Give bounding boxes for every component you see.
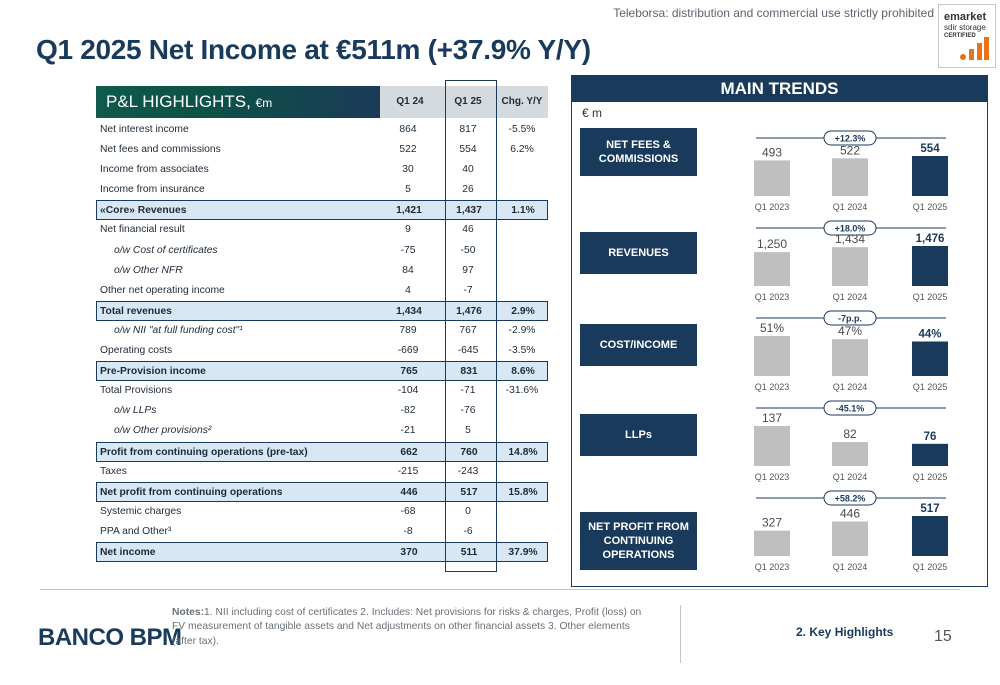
table-row [96,321,548,341]
footnotes [172,606,642,649]
table-row [96,160,548,180]
row-label: Systemic charges [100,505,182,517]
main-trends-unit: € m [582,106,603,120]
cell-q124: -215 [397,465,419,477]
cell-q125: 831 [460,366,478,378]
row-label: Total Provisions [100,385,173,397]
pl-banner [96,86,380,118]
data-label: 137 [761,411,783,425]
table-row [96,301,548,321]
cell-chg: 1.1% [511,205,535,217]
row-label: «Core» Revenues [100,205,187,217]
table-row [96,241,548,261]
cell-q124: -75 [400,244,416,256]
pl-banner-title: P&L HIGHLIGHTS, [106,92,251,111]
bar [912,156,948,196]
watermark: Teleborsa: distribution and commercial use strictly prohibited [613,6,934,20]
notes-text: 1. NII including cost of certificates 2. Includes: Net provisions for risks & charges, Profit (loss) on FV measurement of tangible assets and Net adjustments on other financial assets 3. Other elements (after tax). [172,607,642,647]
bar [832,339,868,376]
tick-label: Q1 2025 [912,382,948,392]
cell-q125: 554 [459,144,477,156]
trend-chart [732,304,982,390]
row-label: Total revenues [100,305,172,317]
bar [912,444,948,466]
table-row [96,200,548,220]
trend-chart [732,484,982,570]
cell-q124: 789 [399,324,417,336]
table-row [96,381,548,401]
table-row [96,421,548,441]
change-label: +58.2% [834,493,866,504]
trend-chart [732,394,982,480]
row-label: Profit from continuing operations (pre-tax) [100,446,308,458]
table-row [96,401,548,421]
cell-chg: 2.9% [511,305,535,317]
col-header-chg: Chg. Y/Y [496,86,548,118]
tick-label: Q1 2025 [912,562,948,572]
cell-q125: 517 [460,486,478,498]
cell-q124: 765 [400,366,418,378]
cell-q125: 760 [460,446,478,458]
bar [912,246,948,286]
table-row [96,140,548,160]
bar [832,158,868,196]
row-label: Net interest income [100,124,189,135]
table-row [96,522,548,542]
emarket-line3: CERTIFIED [944,33,976,39]
cell-chg: 37.9% [508,546,538,558]
section-label: 2. Key Highlights [796,625,894,639]
cell-q124: 522 [399,144,417,156]
bar [912,516,948,556]
page-number: 15 [934,628,952,645]
bar [832,442,868,466]
cell-q124: 662 [400,446,418,458]
cell-q124: 1,421 [396,205,422,217]
data-label: 51% [759,321,785,335]
cell-q125: 767 [459,324,477,336]
cell-q124: -8 [403,525,413,537]
cell-chg: 8.6% [511,366,535,378]
data-label: 82 [843,427,857,442]
tick-label: Q1 2024 [832,292,868,302]
cell-q124: 30 [402,164,414,176]
row-label: o/w LLPs [114,405,157,417]
change-label: +12.3% [834,133,866,144]
row-label: Income from associates [100,164,209,176]
bar [754,426,790,466]
tick-label: Q1 2025 [912,202,948,212]
tick-label: Q1 2023 [754,202,790,212]
table-row [96,261,548,281]
bar [832,247,868,286]
cell-q125: -645 [457,345,479,357]
emarket-line1: emarket [944,11,987,23]
table-row [96,120,548,140]
tick-label: Q1 2025 [912,292,948,302]
cell-chg: -5.5% [508,124,536,135]
trend-label: LLPs [580,414,697,456]
cell-q125: -50 [460,244,476,256]
data-label: 493 [761,145,783,160]
row-label: Operating costs [100,345,173,357]
cell-q124: -82 [400,405,416,417]
row-label: Net profit from continuing operations [100,486,283,498]
bar [912,341,948,376]
data-label: 44% [918,328,942,341]
col-header-q124: Q1 24 [380,86,440,118]
row-label: o/w Cost of certificates [114,244,218,256]
cell-q124: 370 [400,546,418,558]
cell-q125: -7 [463,284,473,296]
bar [754,252,790,286]
row-label: o/w Other NFR [114,264,183,276]
cell-chg: -2.9% [508,324,536,336]
page-title: Q1 2025 Net Income at €511m (+37.9% Y/Y) [36,34,591,65]
main-trends-title: MAIN TRENDS [572,76,987,102]
row-label: Net financial result [100,224,185,236]
change-label: -7p.p. [838,313,862,324]
cell-chg: -31.6% [505,385,539,397]
cell-q124: -21 [400,425,416,437]
cell-q124: 84 [402,264,414,276]
trend-label: NET PROFIT FROM CONTINUING OPERATIONS [580,512,697,570]
table-row [96,442,548,462]
cell-chg: 14.8% [508,446,538,458]
row-label: o/w Other provisions² [114,425,212,437]
data-label: 47% [837,324,863,339]
tick-label: Q1 2023 [754,472,790,482]
row-label: PPA and Other³ [100,525,172,537]
data-label: 517 [920,503,940,515]
tick-label: Q1 2024 [832,472,868,482]
footer-separator [680,605,681,663]
trend-chart [732,124,982,210]
table-row [96,361,548,381]
table-row [96,462,548,482]
table-row [96,341,548,361]
tick-label: Q1 2024 [832,562,868,572]
row-label: o/w NII "at full funding cost"¹ [114,324,243,336]
trend-label: NET FEES & COMMISSIONS [580,128,697,176]
row-label: Pre-Provision income [100,366,206,378]
table-row [96,542,548,562]
bar [754,531,790,556]
tick-label: Q1 2024 [832,202,868,212]
table-row [96,180,548,200]
cell-q125: 46 [462,224,474,236]
cell-q125: 817 [459,124,477,135]
cell-q124: -68 [400,505,416,517]
cell-q125: 0 [465,505,471,517]
cell-q124: 9 [405,224,411,236]
cell-chg: 15.8% [508,486,538,498]
cell-q124: 1,434 [396,305,422,317]
notes-prefix: Notes: [172,607,205,618]
cell-q124: 4 [405,284,411,296]
cell-q125: 40 [462,164,474,176]
col-header-q125: Q1 25 [440,86,496,118]
data-label: 1,476 [915,233,945,245]
table-row [96,281,548,301]
trend-chart [732,214,982,300]
cell-q125: 511 [460,546,478,558]
cell-q124: 446 [400,486,418,498]
row-label: Other net operating income [100,284,225,296]
cell-q125: 5 [465,425,471,437]
cell-q125: 97 [462,264,474,276]
cell-q125: 1,437 [456,205,482,217]
cell-q125: -71 [460,385,476,397]
row-label: Income from insurance [100,184,205,196]
tick-label: Q1 2025 [912,472,948,482]
cell-q124: -104 [397,385,419,397]
row-label: Net fees and commissions [100,144,221,156]
cell-q125: 26 [462,184,474,196]
pl-table-body [96,120,548,562]
cell-chg: -3.5% [508,345,536,357]
table-row [96,220,548,240]
cell-q125: -76 [460,405,476,417]
emarket-badge [938,4,996,68]
data-label: 327 [761,515,783,530]
tick-label: Q1 2023 [754,562,790,572]
cell-q125: -6 [463,525,473,537]
data-label: 1,434 [834,232,866,247]
change-label: +18.0% [834,223,866,234]
cell-q124: 5 [405,184,411,196]
cell-q124: -669 [397,345,419,357]
footer-divider [40,589,960,590]
table-row [96,502,548,522]
bar [754,336,790,376]
tick-label: Q1 2024 [832,382,868,392]
tick-label: Q1 2023 [754,292,790,302]
data-label: 1,250 [756,237,788,252]
pl-banner-unit: €m [255,96,273,110]
tick-label: Q1 2023 [754,382,790,392]
data-label: 76 [923,430,937,443]
cell-q124: 864 [399,124,417,135]
pl-table-header [96,86,548,118]
table-row [96,482,548,502]
banco-bpm-logo: BANCO BPM [38,624,182,651]
emarket-line2: sdir storage [944,23,986,32]
trend-label: COST/INCOME [580,324,697,366]
main-trends-panel [571,75,988,587]
cell-chg: 6.2% [510,144,534,156]
data-label: 522 [839,143,861,158]
emarket-bars-icon [959,37,989,61]
data-label: 554 [920,143,940,155]
trend-label: REVENUES [580,232,697,274]
cell-q125: -243 [457,465,479,477]
bar [832,521,868,556]
bar [754,160,790,196]
cell-q125: 1,476 [456,305,482,317]
row-label: Taxes [100,465,127,477]
data-label: 446 [839,506,861,521]
change-label: -45.1% [835,403,865,414]
row-label: Net income [100,546,156,558]
